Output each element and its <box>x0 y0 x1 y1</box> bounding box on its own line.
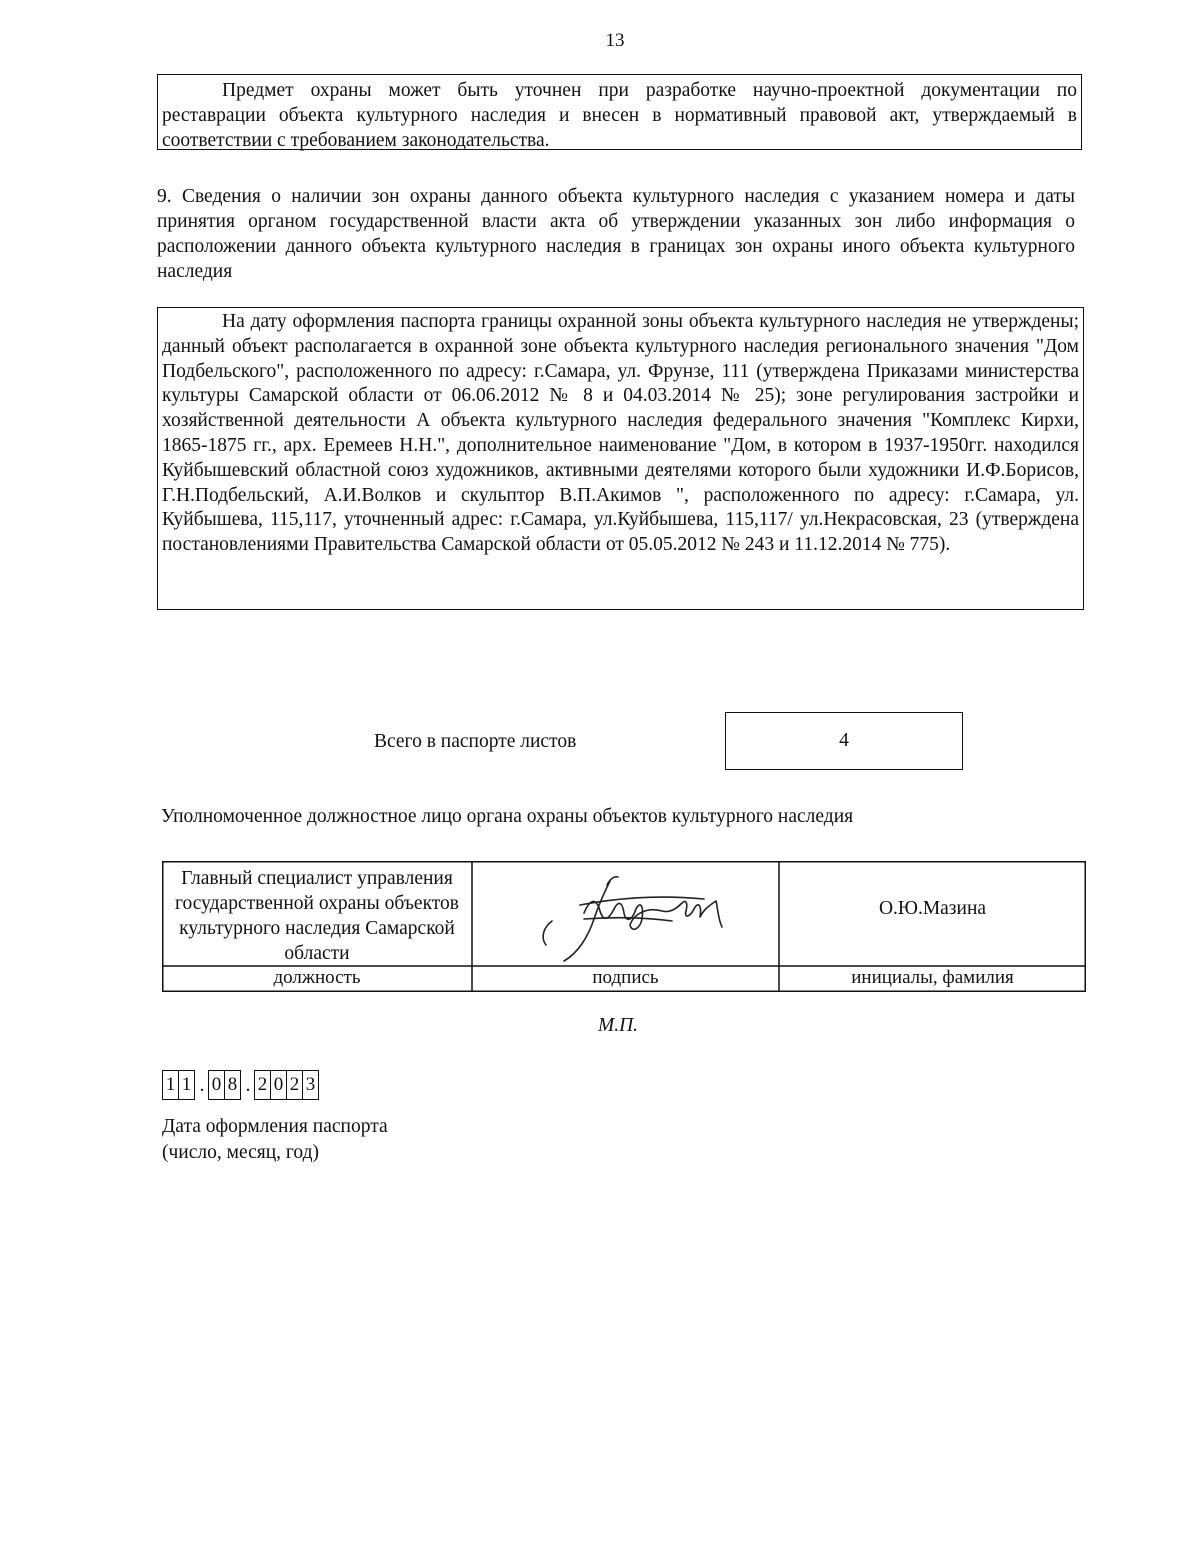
sheets-count-label: Всего в паспорте листов <box>374 731 577 752</box>
position-cell <box>162 861 472 966</box>
sheets-count-value: 4 <box>839 730 849 751</box>
protection-zones-text: На дату оформления паспорта границы охранной зоны объекта культурного наследия не утверждены; данный объект располагается в охранной зоне объекта культурного наследия регионального значения "Дом Подбельского", расположенного по адресу: г.Самара, ул. Фрунзе, 111 (утверждена Приказами министерства культуры Самарской области от 06.06.2012 № 8 и 04.03.2014 № 25); зоне регулирования застройки и хозяйственной деятельности А объекта культурного наследия федерального значения "Комплекс Кирхи, 1865-1875 гг., арх. Еремеев Н.Н.", дополнительное наименование "Дом, в котором в 1937-1950гг. находился Куйбышевский областной союз художников, активными деятелями которого были художники И.Ф.Борисов, Г.Н.Подбельский, А.И.Волков и скульптор В.П.Акимов ", расположенного по адресу: г.Самара, ул. Куйбышева, 115,117, уточненный адрес: г.Самара, ул.Куйбышева, 115,117/ ул.Некрасовская, 23 (утверждена постановлениями Правительства Самарской области от 05.05.2012 № 243 и 11.12.2014 № 775). <box>162 311 1079 556</box>
authorized-official-heading: Уполномоченное должностное лицо органа охраны объектов культурного наследия <box>161 806 854 827</box>
date-month-digit: 8 <box>224 1070 241 1100</box>
date-day-digit: 1 <box>178 1070 195 1100</box>
name-caption-cell <box>779 966 1086 992</box>
date-separator: . <box>199 1074 205 1096</box>
handwritten-signature <box>472 861 779 966</box>
preservation-subject-text: Предмет охраны может быть уточнен при разработке научно-проектной документации по реставрации объекта культурного наследия и внесен в нормативный правовой акт, утверждаемый в соответствии с требованием законодательства. <box>162 80 1077 151</box>
official-name: О.Ю.Мазина <box>878 898 987 919</box>
signature-table <box>162 861 1086 992</box>
signature-cell <box>472 861 779 966</box>
name-cell <box>779 861 1086 966</box>
preservation-subject-box <box>157 74 1082 150</box>
date-month-digit: 0 <box>208 1070 225 1100</box>
stamp-placeholder: М.П. <box>597 1015 639 1036</box>
section-9-heading <box>157 184 1075 284</box>
position-caption-cell <box>162 966 472 992</box>
sheets-count-box <box>725 712 963 770</box>
date-caption-line-2: (число, месяц, год) <box>162 1142 320 1163</box>
signature-caption: подпись <box>592 967 659 988</box>
name-caption: инициалы, фамилия <box>851 967 1014 988</box>
date-year-digit: 0 <box>270 1070 287 1100</box>
official-position: Главный специалист управления государственной охраны объектов культурного наследия Самарской области <box>174 867 460 964</box>
signature-caption-cell <box>472 966 779 992</box>
date-day-digit: 1 <box>162 1070 179 1100</box>
date-separator: . <box>245 1074 251 1096</box>
date-caption <box>162 1114 388 1166</box>
passport-date <box>163 1066 319 1100</box>
position-caption: должность <box>273 967 361 988</box>
section-9-text: 9. Сведения о наличии зон охраны данного объекта культурного наследия с указанием номера и даты принятия органом государственной власти акта об утверждении указанных зон либо информация о расположении данного объекта культурного наследия в границах зон охраны иного объекта культурного наследия <box>157 186 1075 282</box>
date-year-digit: 2 <box>254 1070 271 1100</box>
page-number: 13 <box>605 30 625 51</box>
date-caption-line-1: Дата оформления паспорта <box>162 1116 388 1137</box>
protection-zones-box <box>157 307 1084 610</box>
date-year-digit: 3 <box>302 1070 319 1100</box>
date-year-digit: 2 <box>286 1070 303 1100</box>
